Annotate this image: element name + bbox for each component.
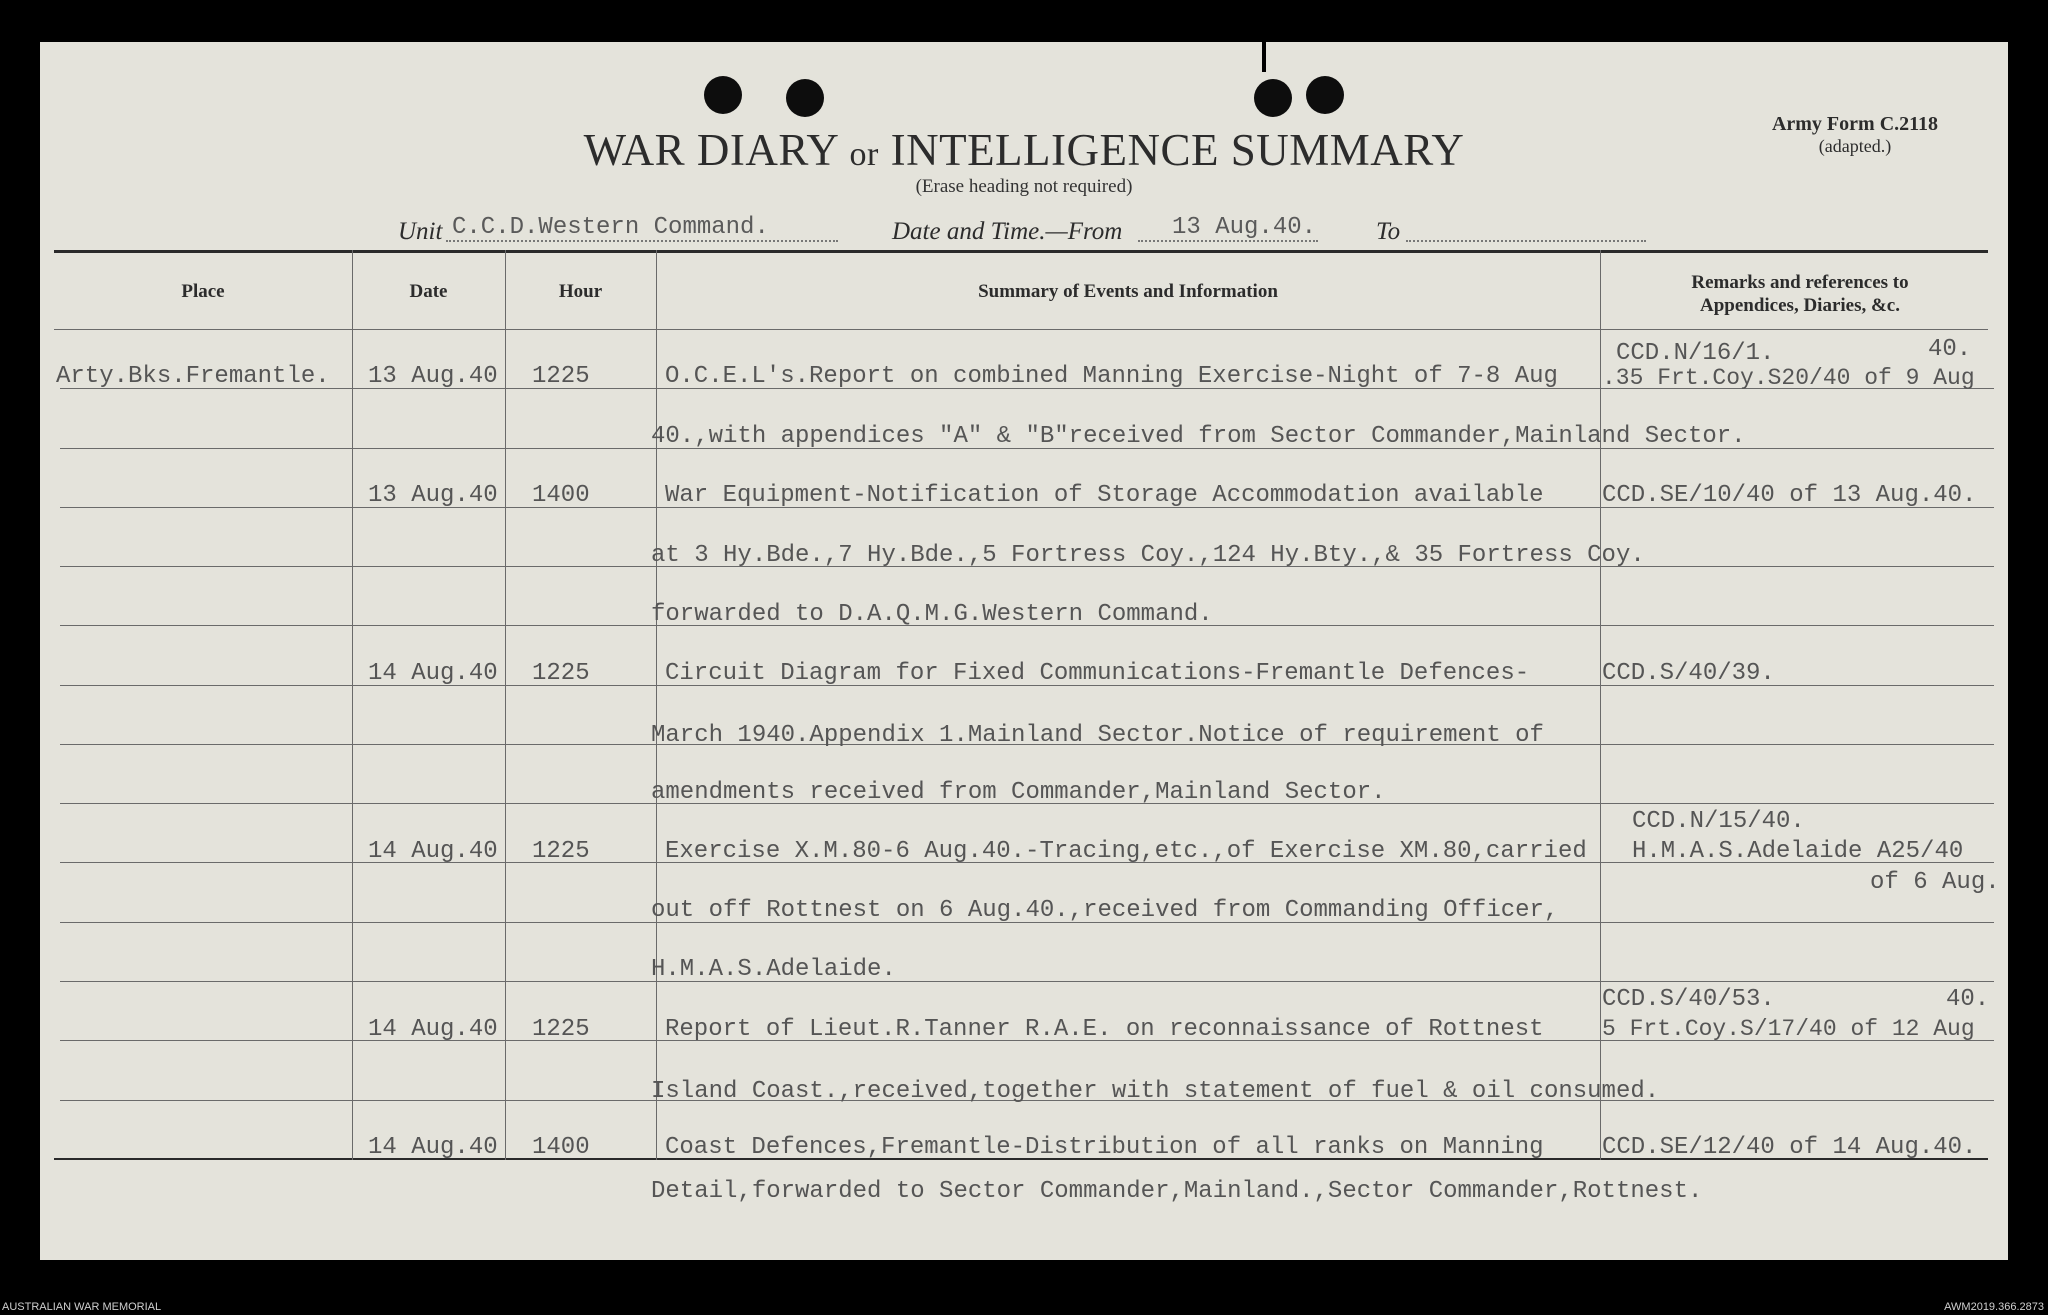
entry-summary-line: Circuit Diagram for Fixed Communications-Fremantle Defences- (665, 660, 1530, 687)
entry-hour: 1400 (532, 482, 590, 509)
column-hour: Hour (558, 281, 603, 302)
entry-summary-line: Report of Lieut.R.Tanner R.A.E. on reconnaissance of Rottnest (665, 1016, 1544, 1043)
entry-remarks: CCD.S/40/53. (1602, 986, 1775, 1013)
entry-remarks: of 6 Aug. (1870, 869, 2000, 896)
entry-remarks: CCD.SE/10/40 of 13 Aug.40. (1602, 482, 1977, 509)
to-label: To (1376, 218, 1401, 245)
entry-summary-line: H.M.A.S.Adelaide. (651, 956, 896, 983)
entry-summary-line: War Equipment-Notification of Storage Accommodation available (665, 482, 1544, 509)
date-from-field: 13 Aug.40. (1172, 214, 1317, 241)
entry-remarks: CCD.SE/12/40 of 14 Aug.40. (1602, 1134, 1977, 1161)
page-tear (1262, 42, 1266, 72)
punch-hole (1306, 76, 1344, 114)
entry-summary-line: Island Coast.,received,together with statement of fuel & oil consumed. (651, 1078, 1660, 1105)
date-time-label: Date and Time.—From (892, 218, 1123, 245)
entry-hour: 1225 (532, 660, 590, 687)
entry-summary-line: 40.,with appendices "A" & "B"received from Sector Commander,Mainland Sector. (651, 423, 1746, 450)
army-form-label: Army Form C.2118 (adapted.) (1771, 113, 1939, 156)
column-summary: Summary of Events and Information (978, 281, 1278, 302)
punch-hole (786, 79, 824, 117)
entry-date: 14 Aug.40 (368, 1134, 498, 1161)
entry-remarks: H.M.A.S.Adelaide A25/40 (1632, 838, 1964, 865)
entry-summary-line: Exercise X.M.80-6 Aug.40.-Tracing,etc.,of Exercise XM.80,carried (665, 838, 1587, 865)
page-subtitle: (Erase heading not required) (915, 176, 1133, 197)
column-remarks: Remarks and references to Appendices, Diaries, &c. (1691, 272, 1909, 316)
entry-remarks: 40. (1946, 986, 1990, 1013)
entry-summary-line: amendments received from Commander,Mainland Sector. (651, 779, 1386, 806)
table-top-rule (54, 250, 1988, 253)
entry-hour: 1225 (532, 363, 590, 390)
footer-accession: AWM2019.366.2873 (1944, 1301, 2044, 1313)
page-title: WAR DIARY or INTELLIGENCE SUMMARY (583, 125, 1465, 175)
column-place: Place (181, 281, 225, 302)
entry-date: 13 Aug.40 (368, 482, 498, 509)
entry-place: Arty.Bks.Fremantle. (56, 363, 330, 390)
punch-hole (704, 76, 742, 114)
entry-hour: 1225 (532, 1016, 590, 1043)
column-date: Date (409, 281, 448, 302)
entry-remarks: 5 Frt.Coy.S/17/40 of 12 Aug (1602, 1016, 1975, 1042)
entry-date: 14 Aug.40 (368, 660, 498, 687)
entry-summary-line: at 3 Hy.Bde.,7 Hy.Bde.,5 Fortress Coy.,124 Hy.Bty.,& 35 Fortress Coy. (651, 542, 1645, 569)
footer-credit: AUSTRALIAN WAR MEMORIAL (2, 1301, 162, 1313)
entry-date: 14 Aug.40 (368, 1016, 498, 1043)
entry-summary-line: forwarded to D.A.Q.M.G.Western Command. (651, 601, 1213, 628)
entry-remarks: CCD.N/15/40. (1632, 808, 1805, 835)
entry-remarks: .35 Frt.Coy.S20/40 of 9 Aug (1602, 365, 1975, 391)
entry-summary-line: out off Rottnest on 6 Aug.40.,received from Commanding Officer, (651, 897, 1559, 924)
entry-remarks: 40. (1928, 336, 1972, 363)
entry-remarks: CCD.N/16/1. (1616, 340, 1775, 367)
entry-summary-line: Detail,forwarded to Sector Commander,Mainland.,Sector Commander,Rottnest. (651, 1178, 1703, 1205)
entry-hour: 1400 (532, 1134, 590, 1161)
entry-date: 14 Aug.40 (368, 838, 498, 865)
unit-label: Unit (398, 218, 443, 245)
entry-summary-line: March 1940.Appendix 1.Mainland Sector.Notice of requirement of (651, 722, 1544, 749)
entry-date: 13 Aug.40 (368, 363, 498, 390)
entry-remarks: CCD.S/40/39. (1602, 660, 1775, 687)
unit-field: C.C.D.Western Command. (452, 214, 769, 241)
punch-hole (1254, 79, 1292, 117)
entry-summary-line: Coast Defences,Fremantle-Distribution of all ranks on Manning (665, 1134, 1544, 1161)
entry-summary-line: O.C.E.L's.Report on combined Manning Exercise-Night of 7-8 Aug (665, 363, 1558, 390)
entry-hour: 1225 (532, 838, 590, 865)
